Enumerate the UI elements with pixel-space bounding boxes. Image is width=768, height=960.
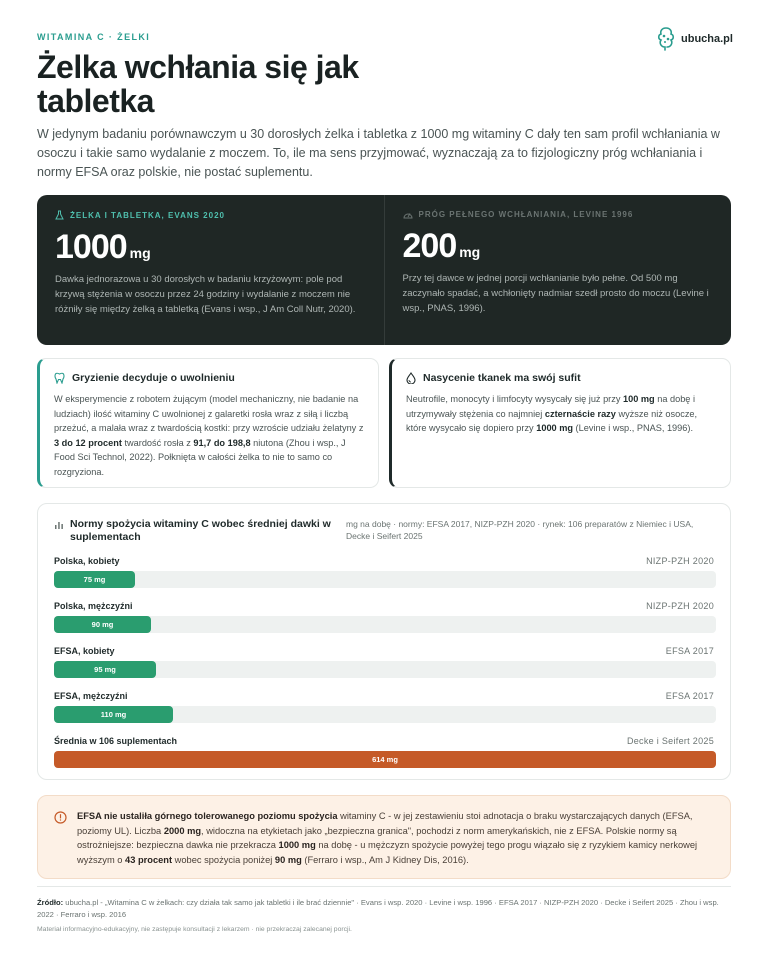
stat-value: 200 (402, 227, 457, 265)
page-title: Żelka wchłania się jak tabletka (37, 49, 359, 119)
chart-rows (54, 556, 714, 781)
bar-track (54, 751, 716, 768)
stat-label: PRÓG PEŁNEGO WCHŁANIANIA, LEVINE 1996 (418, 210, 634, 219)
row-source: EFSA 2017 (665, 646, 714, 656)
stat-description: Dawka jednorazowa u 30 dorosłych w badaniu krzyżowym: pole pod krzywą stężenia w osoczu przez 24 godziny i wydalanie z moczem nie różniły się między żelką a tabletką (Evans i wsp., J Am Coll Nutr, 2020). (55, 274, 356, 315)
footer (37, 886, 731, 933)
bar-track (54, 661, 716, 678)
row-source: NIZP-PZH 2020 (646, 556, 714, 566)
row-label: Polska, mężczyźni (54, 601, 133, 611)
stat-value: 1000 (55, 228, 127, 266)
source-line: Źródło: ubucha.pl - „Witamina C w żelkach: czy działa tak samo jak tabletki i ile brać dziennie" · Evans i wsp. 2020 · Levine i wsp. 1996 · EFSA 2017 · NIZP-PZH 2020 · Decke i Seifert 2025 · Zhou i wsp. 2022 · Ferraro i wsp. 2016 (37, 898, 719, 919)
chart-row (54, 556, 714, 601)
logo-icon (655, 26, 677, 52)
chart-row (54, 601, 714, 646)
bar-value-label: 110 mg (100, 710, 127, 719)
warning-text: EFSA nie ustaliła górnego tolerowanego poziomu spożycia witaminy C - w jej zestawieniu stoi adnotacja o braku wystarczających danych (EFSA, poziomy UL). Liczba 2000 mg, widoczna na etykietach jako „bezpieczna granica", pochodzi z norm amerykańskich, nie z EFSA. Polskie normy są ostrożniejsze: bezpieczna dawka nie przekracza 1000 mg na dobę - u mężczyzn spożycie powyżej tego progu wiązało się z ryzykiem kamicy nerkowej wyższym o 43 procent wobec spożycia poniżej 90 mg (Ferraro i wsp., Am J Kidney Dis, 2016). (77, 811, 698, 865)
bar-value-label: 95 mg (94, 665, 116, 674)
chart-row (54, 736, 714, 781)
bar (54, 571, 135, 588)
row-source: Decke i Seifert 2025 (626, 736, 714, 746)
stat-label: ŻELKA I TABLETKA, EVANS 2020 (70, 210, 225, 220)
disclaimer: Materiał informacyjno-edukacyjny, nie zastępuje konsultacji z lekarzem · nie przekraczaj zalecanej porcji. (37, 926, 352, 933)
row-label: Średnia w 106 suplementach (54, 736, 178, 746)
warning-box (37, 795, 731, 879)
bar-value-label: 75 mg (83, 575, 106, 584)
bar (54, 661, 156, 678)
card-chewing (37, 358, 379, 488)
drop-icon (406, 372, 416, 384)
bar (54, 706, 173, 723)
card-text: W eksperymencie z robotem żującym (model mechaniczny, nie badanie na ludziach) ilość witaminy C uwolnionej z galaretki rosła wraz z siłą i liczbą przeżuć, a malała wraz z twardością kostki: przy wzroście udziału żelatyny z 3 do 12 procent twardość rosła z 91,7 do 198,8 niutona (Zhou i wsp., J Food Sci Technol, 2022). Połknięta w całości żelka to nie to samo co rozgryziona. (54, 394, 364, 477)
row-source: EFSA 2017 (665, 691, 714, 701)
row-source: NIZP-PZH 2020 (646, 601, 714, 611)
bar-track (54, 706, 716, 723)
alert-icon (54, 811, 67, 824)
stat-gummy-tablet (37, 195, 384, 345)
chart-row (54, 691, 714, 736)
card-text: Neutrofile, monocyty i limfocyty wysycały się już przy 100 mg na dobę i utrzymywały stężenia co najmniej czternaście razy wyższe niż osocze, które wysycało się dopiero przy 1000 mg (Levine i wsp., PNAS, 1996). (406, 394, 698, 433)
chart-title: Normy spożycia witaminy C wobec średniej dawki w suplementach (70, 518, 331, 543)
row-label: Polska, kobiety (54, 556, 120, 566)
stat-unit: mg (459, 244, 481, 260)
site-logo[interactable] (655, 26, 733, 52)
lead-paragraph: W jedynym badaniu porównawczym u 30 dorosłych żelka i tabletka z 1000 mg witaminy C dały ten sam profil wchłaniania w osoczu i takie samo wydalanie z moczem. To, ile ma sens przyjmować, wyznaczają za to fizjologiczny próg wchłaniania i normy EFSA oraz polskie, nie postać suplementu. (37, 127, 720, 179)
stat-unit: mg (129, 245, 151, 261)
logo-text: ubucha.pl (681, 33, 733, 45)
kicker: WITAMINA C · ŻELKI (37, 32, 151, 42)
flask-icon (55, 210, 64, 220)
bar-track (54, 616, 716, 633)
bar-value-label: 90 mg (91, 620, 114, 629)
row-label: EFSA, mężczyźni (54, 691, 128, 701)
norms-chart (37, 503, 731, 780)
card-tissue-saturation (389, 358, 731, 488)
stats-panel (37, 195, 731, 345)
stat-absorption-threshold (384, 195, 732, 345)
bar (54, 616, 151, 633)
gauge-icon (403, 210, 413, 219)
stat-description: Przy tej dawce w jednej porcji wchłanianie było pełne. Od 500 mg zaczynało spadać, a wchłonięty nadmiar szedł prosto do moczu (Levine i wsp., PNAS, 1996). (402, 273, 709, 314)
bar (54, 751, 716, 768)
card-title: Nasycenie tkanek ma swój sufit (423, 372, 581, 384)
tooth-icon (54, 372, 65, 384)
chart-row (54, 646, 714, 691)
card-title: Gryzienie decyduje o uwolnieniu (72, 372, 235, 384)
bar-value-label: 614 mg (372, 755, 398, 764)
bar-track (54, 571, 716, 588)
bar-chart-icon (54, 520, 64, 530)
chart-meta: mg na dobę · normy: EFSA 2017, NIZP-PZH 2020 · rynek: 106 preparatów z Niemiec i USA, Decke i Seifert 2025 (346, 519, 694, 541)
row-label: EFSA, kobiety (54, 646, 115, 656)
